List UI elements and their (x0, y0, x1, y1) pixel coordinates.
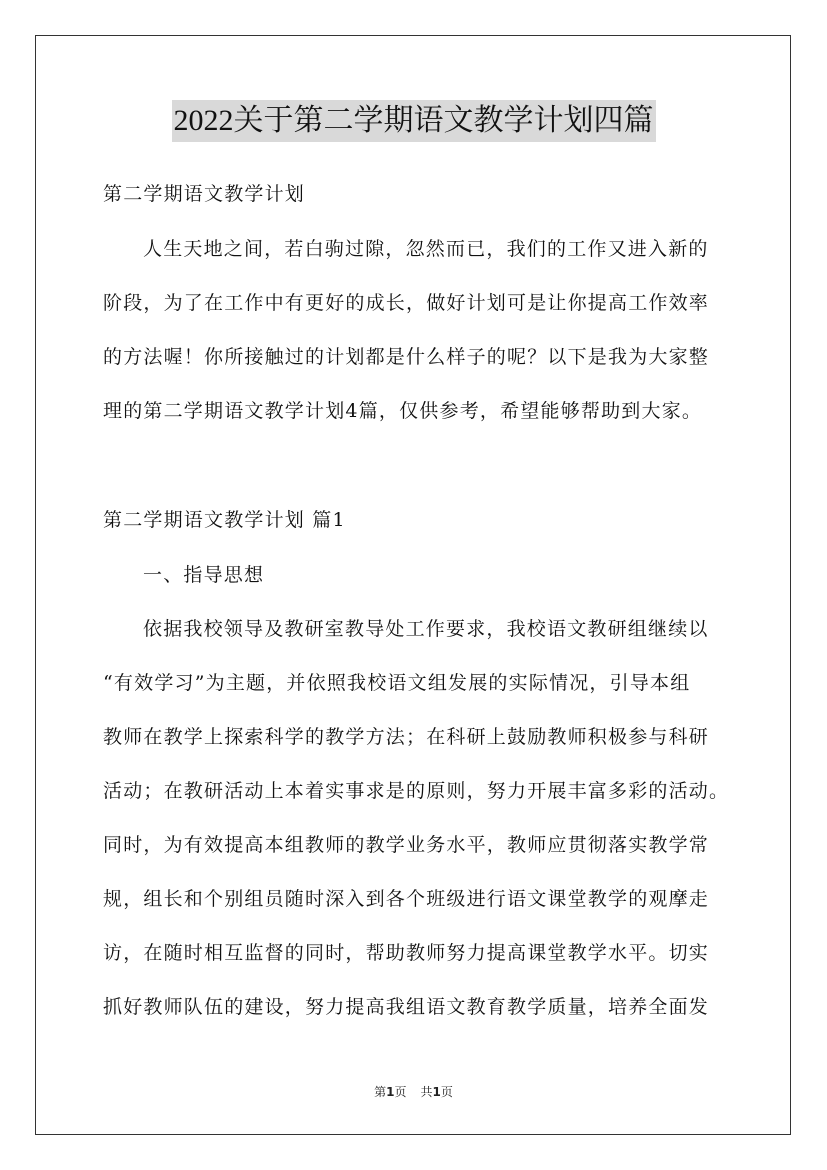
document-title: 2022关于第二学期语文教学计划四篇 (172, 100, 656, 142)
intro-line: 理的第二学期语文教学计划4篇，仅供参考，希望能够帮助到大家。 (103, 400, 703, 422)
section-heading: 第二学期语文教学计划 篇1 (103, 509, 346, 531)
page-total: 1 (432, 1085, 441, 1099)
body-line: 访，在随时相互监督的同时，帮助教师努力提高课堂教学水平。切实 (103, 942, 710, 964)
intro-line: 阶段，为了在工作中有更好的成长，做好计划可是让你提高工作效率 (103, 292, 710, 314)
body-line: 抓好教师队伍的建设，努力提高我组语文教育教学质量，培养全面发 (103, 996, 710, 1018)
intro-heading: 第二学期语文教学计划 (103, 183, 306, 205)
body-line: 同时，为有效提高本组教师的教学业务水平，教师应贯彻落实教学常 (103, 834, 710, 856)
page-current: 1 (386, 1085, 395, 1099)
body-line: 活动；在教研活动上本着实事求是的原则，努力开展丰富多彩的活动。 (103, 780, 730, 802)
intro-line: 的方法喔！你所接触过的计划都是什么样子的呢？以下是我为大家整 (103, 346, 710, 368)
page-suffix: 页 (394, 1085, 407, 1099)
page-prefix: 第 (374, 1085, 387, 1099)
total-prefix: 共 (420, 1085, 433, 1099)
total-suffix: 页 (440, 1085, 453, 1099)
body-line: 依据我校领导及教研室教导处工作要求，我校语文教研组继续以 (143, 618, 709, 640)
title-container (0, 100, 827, 142)
body-line: “有效学习”为主题，并依照我校语文组发展的实际情况，引导本组 (103, 672, 691, 694)
body-line: 规，组长和个别组员随时深入到各个班级进行语文课堂教学的观摩走 (103, 888, 710, 910)
page-footer (0, 1084, 827, 1100)
body-line: 教师在教学上探索科学的教学方法；在科研上鼓励教师积极参与科研 (103, 726, 710, 748)
subheading: 一、指导思想 (143, 564, 265, 586)
intro-line: 人生天地之间，若白驹过隙，忽然而已，我们的工作又进入新的 (143, 238, 709, 260)
